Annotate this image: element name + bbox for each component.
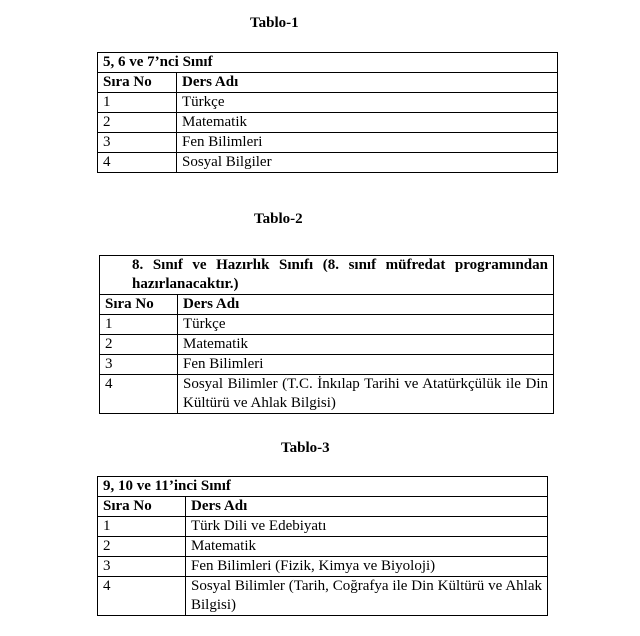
col-header-sira-no: Sıra No: [98, 497, 186, 517]
table-row: [100, 375, 554, 414]
col-header-ders-adi: Ders Adı: [177, 73, 558, 93]
row-number: 2: [98, 537, 186, 557]
table-row: [98, 537, 548, 557]
course-name: Türk Dili ve Edebiyatı: [186, 517, 548, 537]
table-1-title: Tablo-1: [250, 15, 299, 31]
row-number: 2: [98, 113, 177, 133]
table-row: [98, 113, 558, 133]
row-number: 3: [98, 557, 186, 577]
table-row: [98, 577, 548, 616]
row-number: 4: [98, 153, 177, 173]
table-caption-row: [100, 256, 554, 295]
table-2-title: Tablo-2: [254, 211, 303, 227]
course-name: Sosyal Bilimler (T.C. İnkılap Tarihi ve Atatürkçülük ile Din Kültürü ve Ahlak Bilgisi): [178, 375, 554, 414]
row-number: 2: [100, 335, 178, 355]
table-3: [97, 476, 548, 616]
course-name: Sosyal Bilimler (Tarih, Coğrafya ile Din Kültürü ve Ahlak Bilgisi): [186, 577, 548, 616]
table-header-row: [98, 497, 548, 517]
course-name: Matematik: [186, 537, 548, 557]
table-1-caption: 5, 6 ve 7’nci Sınıf: [98, 53, 558, 73]
table-header-row: [100, 295, 554, 315]
course-name: Matematik: [177, 113, 558, 133]
course-name: Türkçe: [178, 315, 554, 335]
table-caption-row: [98, 53, 558, 73]
table-2-caption: 8. Sınıf ve Hazırlık Sınıfı (8. sınıf müfredat programından hazırlanacaktır.): [100, 256, 554, 295]
table-row: [98, 153, 558, 173]
course-name: Fen Bilimleri: [177, 133, 558, 153]
table-2: [99, 255, 554, 414]
course-name: Matematik: [178, 335, 554, 355]
table-caption-row: [98, 477, 548, 497]
col-header-sira-no: Sıra No: [100, 295, 178, 315]
table-3-title: Tablo-3: [281, 440, 330, 456]
col-header-sira-no: Sıra No: [98, 73, 177, 93]
table-row: [100, 315, 554, 335]
row-number: 4: [98, 577, 186, 616]
row-number: 3: [98, 133, 177, 153]
table-1: [97, 52, 558, 173]
row-number: 1: [100, 315, 178, 335]
course-name: Sosyal Bilgiler: [177, 153, 558, 173]
table-row: [100, 335, 554, 355]
course-name: Türkçe: [177, 93, 558, 113]
row-number: 4: [100, 375, 178, 414]
table-row: [98, 133, 558, 153]
table-row: [98, 557, 548, 577]
col-header-ders-adi: Ders Adı: [186, 497, 548, 517]
table-row: [100, 355, 554, 375]
table-row: [98, 93, 558, 113]
row-number: 3: [100, 355, 178, 375]
row-number: 1: [98, 93, 177, 113]
table-3-caption: 9, 10 ve 11’inci Sınıf: [98, 477, 548, 497]
course-name: Fen Bilimleri (Fizik, Kimya ve Biyoloji): [186, 557, 548, 577]
row-number: 1: [98, 517, 186, 537]
col-header-ders-adi: Ders Adı: [178, 295, 554, 315]
table-row: [98, 517, 548, 537]
table-header-row: [98, 73, 558, 93]
course-name: Fen Bilimleri: [178, 355, 554, 375]
